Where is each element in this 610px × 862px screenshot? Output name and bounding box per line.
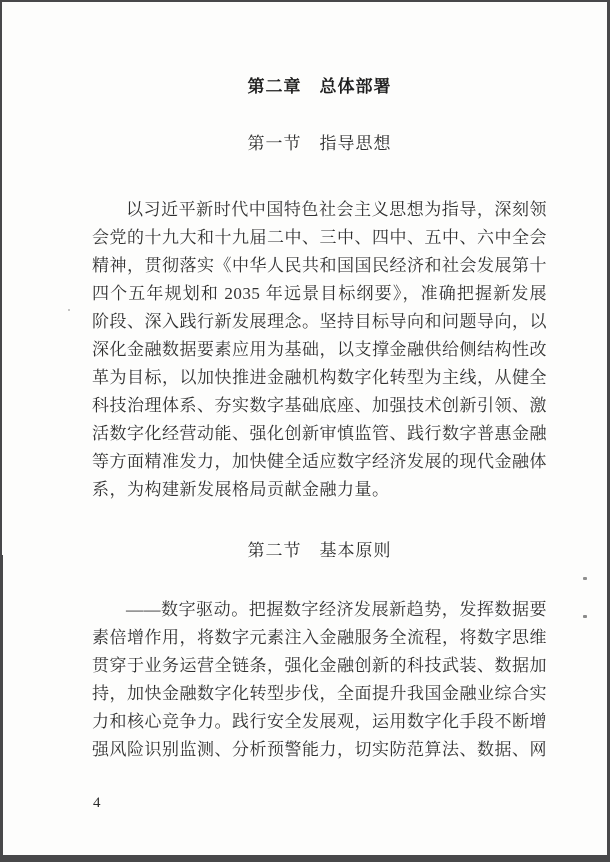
section-heading-2: 第二节 基本原则 [247, 541, 392, 560]
text-line: 精神，贯彻落实《中华人民共和国国民经济和社会发展第十 [92, 256, 547, 275]
page-content [92, 0, 547, 764]
scan-edge-top [0, 0, 610, 2]
paragraph-guiding-ideology [92, 196, 547, 504]
text-line: 深化金融数据要素应用为基础，以支撑金融供给侧结构性改 [92, 340, 547, 359]
text-line: 科技治理体系、夯实数字基础底座、加强技术创新引领、激 [92, 396, 547, 415]
chapter-heading: 第二章 总体部署 [247, 77, 392, 96]
text-line: 持，加快金融数字化转型步伐，全面提升我国金融业综合实 [92, 684, 547, 703]
text-line: 革为目标，以加快推进金融机构数字化转型为主线，从健全 [92, 368, 547, 387]
scan-edge-left-bottom [0, 555, 3, 862]
text-line: 系，为构建新发展格局贡献金融力量。 [92, 480, 390, 499]
scan-edge-bottom [0, 855, 610, 862]
scan-speck [583, 577, 587, 580]
text-line: 贯穿于业务运营全链条，强化金融创新的科技武装、数据加 [92, 656, 547, 675]
text-line: 素倍增作用，将数字元素注入金融服务全流程，将数字思维 [92, 628, 547, 647]
paragraph-basic-principles [92, 596, 547, 764]
scan-speck [583, 615, 587, 618]
scan-speck [68, 309, 70, 311]
text-line: 四个五年规划和 2035 年远景目标纲要》，准确把握新发展 [92, 284, 547, 303]
text-line: 力和核心竞争力。践行安全发展观，运用数字化手段不断增 [92, 712, 547, 731]
text-line: 阶段、深入践行新发展理念。坚持目标导向和问题导向，以 [92, 312, 547, 331]
text-line: ——数字驱动。把握数字经济发展新趋势，发挥数据要 [126, 600, 547, 619]
text-line: 强风险识别监测、分析预警能力，切实防范算法、数据、网 [92, 740, 547, 759]
text-line: 等方面精准发力，加快健全适应数字经济发展的现代金融体 [92, 452, 547, 471]
text-line: 以习近平新时代中国特色社会主义思想为指导，深刻领 [126, 200, 547, 219]
page-number: 4 [93, 795, 101, 811]
section-heading-1: 第一节 指导思想 [247, 134, 392, 153]
text-line: 活数字化经营动能、强化创新审慎监管、践行数字普惠金融 [92, 424, 547, 443]
text-line: 会党的十九大和十九届二中、三中、四中、五中、六中全会 [92, 228, 547, 247]
